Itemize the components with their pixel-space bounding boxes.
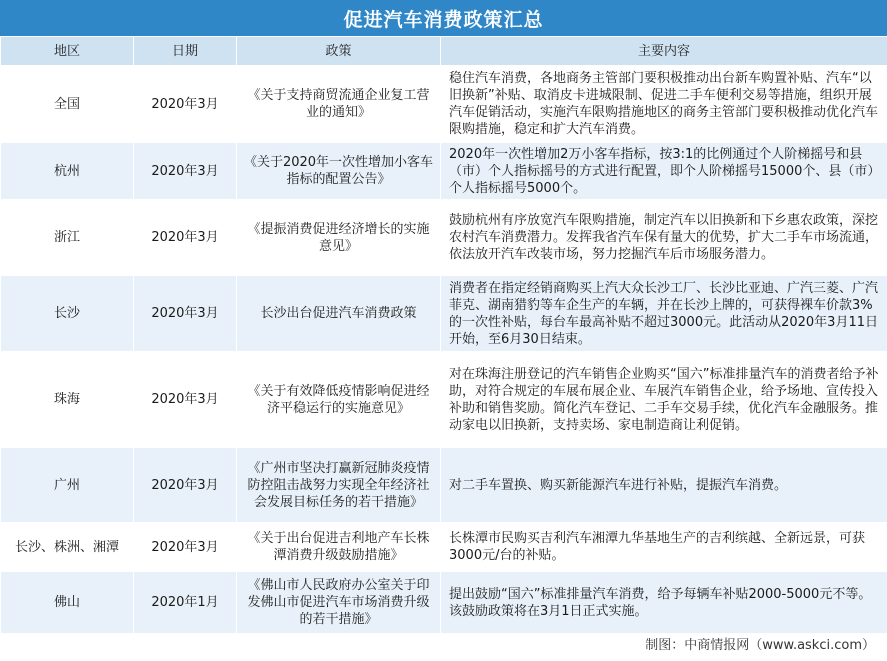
table-row xyxy=(1,572,887,634)
table-row xyxy=(1,523,887,572)
cell-content: 提出鼓励“国六”标准排量汽车消费，给予每辆车补贴2000-5000元不等。该鼓励政策将在3月1日正式实施。 xyxy=(441,572,887,634)
table-row xyxy=(1,200,887,276)
cell-date: 2020年3月 xyxy=(134,143,237,200)
header-region: 地区 xyxy=(1,37,134,66)
cell-content: 2020年一次性增加2万小客车指标，按3:1的比例通过个人阶梯摇号和县（市）个人指标摇号的方式进行配置，即个人阶梯摇号15000个、县（市）个人指标摇号5000个。 xyxy=(441,143,887,200)
cell-policy: 长沙出台促进汽车消费政策 xyxy=(237,276,441,352)
cell-region: 珠海 xyxy=(1,352,134,448)
cell-policy: 《关于2020年一次性增加小客车指标的配置公告》 xyxy=(237,143,441,200)
source-credit: 制图：中商情报网（www.askci.com） xyxy=(645,638,875,653)
policy-table xyxy=(0,36,887,634)
cell-policy: 《提振消费促进经济增长的实施意见》 xyxy=(237,200,441,276)
cell-content: 对二手车置换、购买新能源汽车进行补贴，提振汽车消费。 xyxy=(441,448,887,523)
cell-region: 广州 xyxy=(1,448,134,523)
cell-policy: 《关于支持商贸流通企业复工营业的通知》 xyxy=(237,66,441,143)
page-title: 促进汽车消费政策汇总 xyxy=(0,0,887,36)
cell-date: 2020年3月 xyxy=(134,352,237,448)
cell-date: 2020年1月 xyxy=(134,572,237,634)
cell-policy: 《佛山市人民政府办公室关于印发佛山市促进汽车市场消费升级的若干措施》 xyxy=(237,572,441,634)
cell-date: 2020年3月 xyxy=(134,448,237,523)
cell-region: 杭州 xyxy=(1,143,134,200)
table-header-row xyxy=(1,37,887,66)
header-date: 日期 xyxy=(134,37,237,66)
cell-content: 鼓励杭州有序放宽汽车限购措施，制定汽车以旧换新和下乡惠农政策，深挖农村汽车消费潜力。发挥我省汽车保有量大的优势，扩大二手车市场流通，依法放开汽车改装市场，努力挖掘汽车后市场服务潜力。 xyxy=(441,200,887,276)
cell-region: 长沙、株洲、湘潭 xyxy=(1,523,134,572)
cell-region: 长沙 xyxy=(1,276,134,352)
cell-policy: 《关于有效降低疫情影响促进经济平稳运行的实施意见》 xyxy=(237,352,441,448)
cell-region: 浙江 xyxy=(1,200,134,276)
header-policy: 政策 xyxy=(237,37,441,66)
cell-policy: 《关于出台促进吉利地产车长株潭消费升级鼓励措施》 xyxy=(237,523,441,572)
cell-policy: 《广州市坚决打赢新冠肺炎疫情防控阻击战努力实现全年经济社会发展目标任务的若干措施》 xyxy=(237,448,441,523)
cell-region: 全国 xyxy=(1,66,134,143)
cell-date: 2020年3月 xyxy=(134,200,237,276)
header-content: 主要内容 xyxy=(441,37,887,66)
cell-content: 消费者在指定经销商购买上汽大众长沙工厂、长沙比亚迪、广汽三菱、广汽菲克、湖南猎豹等车企生产的车辆，并在长沙上牌的，可获得裸车价款3%的一次性补贴，每台车最高补贴不超过3000元。此活动从2020年3月11日开始，至6月30日结束。 xyxy=(441,276,887,352)
table-row xyxy=(1,276,887,352)
cell-date: 2020年3月 xyxy=(134,66,237,143)
cell-content: 长株潭市民购买吉利汽车湘潭九华基地生产的吉利缤越、全新远景，可获3000元/台的补贴。 xyxy=(441,523,887,572)
table-row xyxy=(1,66,887,143)
cell-content: 稳住汽车消费，各地商务主管部门要积极推动出台新车购置补贴、汽车“以旧换新”补贴、取消皮卡进城限制、促进二手车便利交易等措施，组织开展汽车促销活动，实施汽车限购措施地区的商务主管部门要积极推动优化汽车限购措施，稳定和扩大汽车消费。 xyxy=(441,66,887,143)
cell-date: 2020年3月 xyxy=(134,276,237,352)
cell-date: 2020年3月 xyxy=(134,523,237,572)
table-row xyxy=(1,448,887,523)
cell-content: 对在珠海注册登记的汽车销售企业购买“国六”标准排量汽车的消费者给予补助，对符合规定的车展布展企业、车展汽车销售企业，给予场地、宣传投入补助和销售奖励。简化汽车登记、二手车交易手续，优化汽车金融服务。推动家电以旧换新，支持卖场、家电制造商让利促销。 xyxy=(441,352,887,448)
cell-region: 佛山 xyxy=(1,572,134,634)
table-row xyxy=(1,352,887,448)
table-row xyxy=(1,143,887,200)
